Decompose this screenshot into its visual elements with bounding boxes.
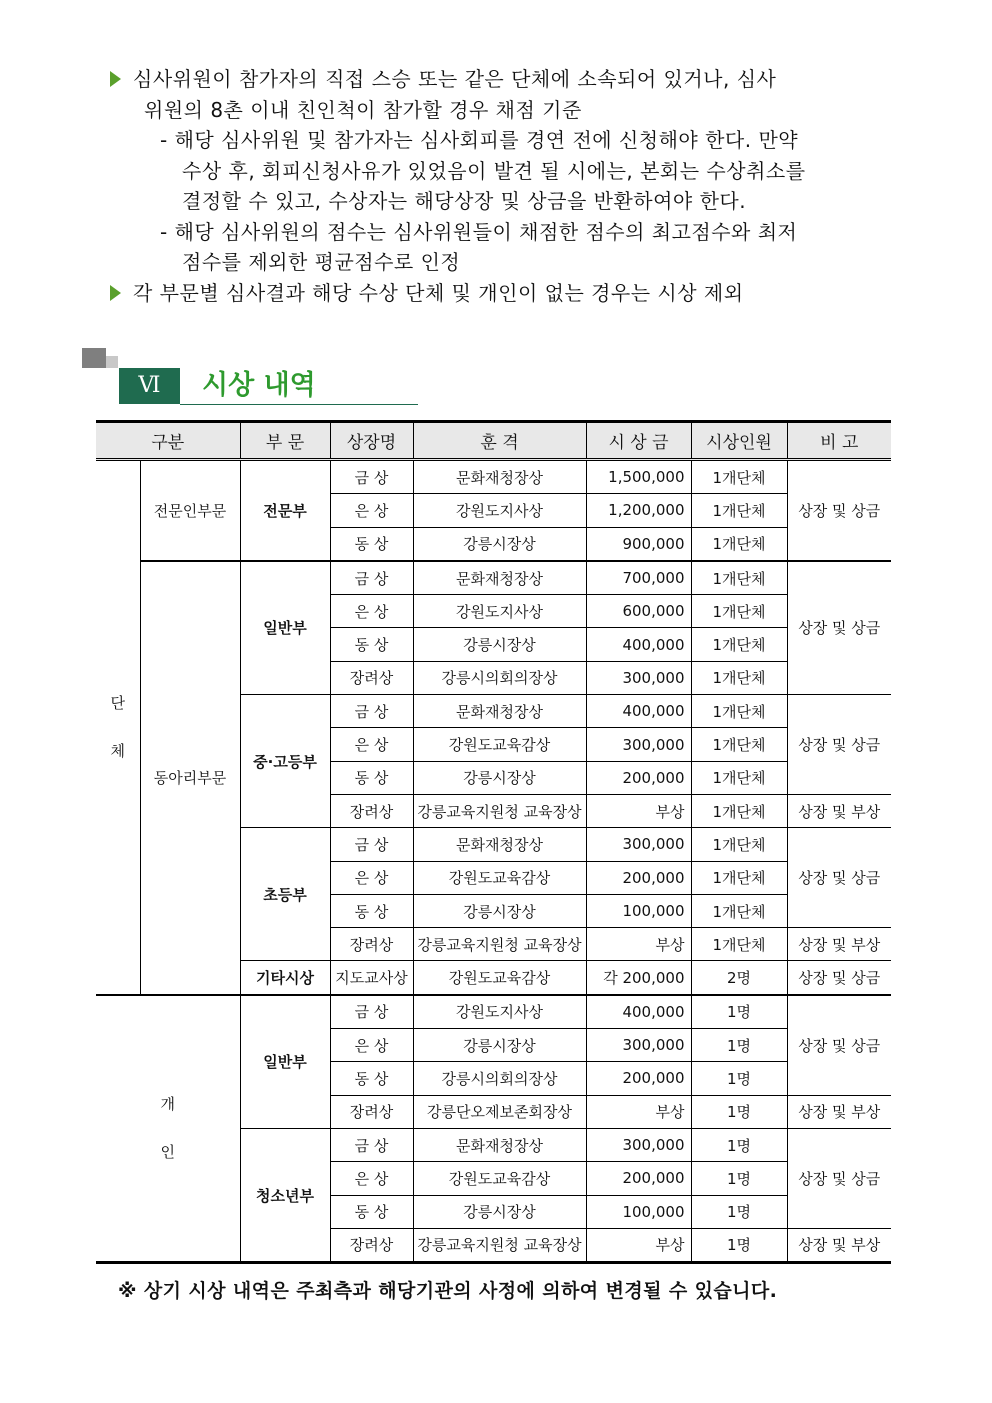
award-name-cell: 장려상 <box>330 1228 413 1262</box>
division-cell: 일반부 <box>240 561 330 695</box>
honor-cell: 강원도교육감상 <box>413 861 586 894</box>
intro-text <box>110 64 910 308</box>
honor-cell: 강릉시장상 <box>413 761 586 794</box>
sub-item-text: - 해당 심사위원의 점수는 심사위원들이 채점한 점수의 최고점수와 최저 <box>160 219 798 244</box>
honor-cell: 문화재청장상 <box>413 561 586 595</box>
decor-square <box>106 356 118 368</box>
honor-cell: 강릉시장상 <box>413 527 586 561</box>
award-name-cell: 장려상 <box>330 661 413 694</box>
prize-cell: 부상 <box>586 794 691 827</box>
division-cell: 기타시상 <box>240 961 330 995</box>
remark-cell: 상장 및 상금 <box>787 1128 891 1228</box>
remark-cell: 상장 및 상금 <box>787 695 891 795</box>
award-name-cell: 동 상 <box>330 527 413 561</box>
table-row <box>96 995 891 1029</box>
prize-cell: 100,000 <box>586 894 691 927</box>
honor-cell: 문화재청장상 <box>413 828 586 861</box>
prize-cell: 부상 <box>586 1228 691 1262</box>
award-name-cell: 장려상 <box>330 928 413 961</box>
award-name-cell: 동 상 <box>330 628 413 661</box>
remark-cell: 상장 및 상금 <box>787 561 891 695</box>
sub-item-text: 결정할 수 있고, 수상자는 해당상장 및 상금을 반환하여야 한다. <box>182 189 747 213</box>
count-cell: 1개단체 <box>691 894 787 927</box>
award-name-cell: 금 상 <box>330 1128 413 1161</box>
award-name-cell: 장려상 <box>330 794 413 827</box>
count-cell: 1명 <box>691 1062 787 1095</box>
prize-cell: 400,000 <box>586 995 691 1029</box>
honor-cell: 강릉시의회의장상 <box>413 1062 586 1095</box>
count-cell: 1개단체 <box>691 595 787 628</box>
award-name-cell: 동 상 <box>330 1062 413 1095</box>
prize-cell: 300,000 <box>586 1029 691 1062</box>
count-cell: 1개단체 <box>691 494 787 527</box>
remark-cell: 상장 및 상금 <box>787 460 891 561</box>
prize-cell: 200,000 <box>586 1062 691 1095</box>
award-name-cell: 동 상 <box>330 761 413 794</box>
award-name-cell: 은 상 <box>330 1029 413 1062</box>
prize-cell: 900,000 <box>586 527 691 561</box>
count-cell: 1개단체 <box>691 661 787 694</box>
honor-cell: 강릉시의회의장상 <box>413 661 586 694</box>
table-header-row <box>96 422 891 460</box>
footnote: ※ 상기 시상 내역은 주최측과 해당기관의 사정에 의하여 변경될 수 있습니다. <box>118 1280 778 1302</box>
division-cell: 중·고등부 <box>240 695 330 828</box>
subcategory-cell: 전문인부문 <box>140 460 240 561</box>
prize-cell: 부상 <box>586 928 691 961</box>
remark-cell: 상장 및 부상 <box>787 1228 891 1262</box>
prize-cell: 100,000 <box>586 1195 691 1228</box>
bullet-text: 위원의 8촌 이내 친인척이 참가할 경우 채점 기준 <box>144 97 582 122</box>
prize-cell: 300,000 <box>586 728 691 761</box>
prize-cell: 600,000 <box>586 595 691 628</box>
bullet-text: 각 부문별 심사결과 해당 수상 단체 및 개인이 없는 경우는 시상 제외 <box>133 280 744 305</box>
division-cell: 전문부 <box>240 460 330 561</box>
arrow-bullet-icon <box>110 71 121 87</box>
section-title: 시상 내역 <box>202 370 316 401</box>
honor-cell: 강원도교육감상 <box>413 1162 586 1195</box>
sub-item-text: 점수를 제외한 평균점수로 인정 <box>182 250 461 274</box>
award-name-cell: 동 상 <box>330 1195 413 1228</box>
division-cell: 청소년부 <box>240 1128 330 1262</box>
award-name-cell: 은 상 <box>330 861 413 894</box>
count-cell: 1명 <box>691 1228 787 1262</box>
count-cell: 1개단체 <box>691 628 787 661</box>
award-name-cell: 지도교사상 <box>330 961 413 995</box>
section-underline <box>180 404 418 405</box>
division-cell: 일반부 <box>240 995 330 1129</box>
prize-cell: 부상 <box>586 1095 691 1128</box>
count-cell: 1명 <box>691 1195 787 1228</box>
division-cell: 초등부 <box>240 828 330 961</box>
prize-cell: 400,000 <box>586 628 691 661</box>
remark-cell: 상장 및 부상 <box>787 1095 891 1128</box>
count-cell: 1개단체 <box>691 728 787 761</box>
prize-cell: 300,000 <box>586 661 691 694</box>
count-cell: 1개단체 <box>691 527 787 561</box>
honor-cell: 강릉시장상 <box>413 1195 586 1228</box>
sub-item-text: - 해당 심사위원 및 참가자는 심사회피를 경연 전에 신청해야 한다. 만약 <box>160 128 799 152</box>
honor-cell: 강릉교육지원청 교육장상 <box>413 794 586 827</box>
arrow-bullet-icon <box>110 285 121 301</box>
award-name-cell: 금 상 <box>330 460 413 494</box>
honor-cell: 강릉단오제보존회장상 <box>413 1095 586 1128</box>
count-cell: 1명 <box>691 1128 787 1161</box>
section-number: Ⅵ <box>119 368 180 404</box>
remark-cell: 상장 및 상금 <box>787 961 891 995</box>
remark-cell: 상장 및 상금 <box>787 995 891 1095</box>
prize-cell: 1,500,000 <box>586 460 691 494</box>
prize-cell: 400,000 <box>586 695 691 728</box>
count-cell: 1명 <box>691 1029 787 1062</box>
awards-table <box>96 420 891 1264</box>
count-cell: 2명 <box>691 961 787 995</box>
award-name-cell: 장려상 <box>330 1095 413 1128</box>
honor-cell: 강원도지사상 <box>413 494 586 527</box>
header-award-name: 상장명 <box>330 422 413 460</box>
award-name-cell: 금 상 <box>330 695 413 728</box>
award-name-cell: 금 상 <box>330 561 413 595</box>
header-honor: 훈 격 <box>413 422 586 460</box>
prize-cell: 200,000 <box>586 861 691 894</box>
category-cell: 단 체 <box>96 460 140 995</box>
award-name-cell: 은 상 <box>330 1162 413 1195</box>
header-count: 시상인원 <box>691 422 787 460</box>
header-division: 부 문 <box>240 422 330 460</box>
prize-cell: 1,200,000 <box>586 494 691 527</box>
header-category: 구분 <box>96 422 240 460</box>
honor-cell: 강원도교육감상 <box>413 728 586 761</box>
prize-cell: 200,000 <box>586 1162 691 1195</box>
honor-cell: 강릉교육지원청 교육장상 <box>413 1228 586 1262</box>
table-row <box>96 561 891 595</box>
honor-cell: 강원도지사상 <box>413 595 586 628</box>
prize-cell: 200,000 <box>586 761 691 794</box>
prize-cell: 300,000 <box>586 828 691 861</box>
honor-cell: 강원도교육감상 <box>413 961 586 995</box>
count-cell: 1개단체 <box>691 828 787 861</box>
header-remark: 비 고 <box>787 422 891 460</box>
remark-cell: 상장 및 부상 <box>787 794 891 827</box>
prize-cell: 700,000 <box>586 561 691 595</box>
count-cell: 1개단체 <box>691 928 787 961</box>
remark-cell: 상장 및 상금 <box>787 828 891 928</box>
count-cell: 1개단체 <box>691 861 787 894</box>
honor-cell: 강릉교육지원청 교육장상 <box>413 928 586 961</box>
award-name-cell: 금 상 <box>330 995 413 1029</box>
honor-cell: 강릉시장상 <box>413 1029 586 1062</box>
award-name-cell: 은 상 <box>330 595 413 628</box>
header-prize: 시 상 금 <box>586 422 691 460</box>
honor-cell: 강릉시장상 <box>413 628 586 661</box>
subcategory-cell: 동아리부문 <box>140 561 240 995</box>
sub-item-text: 수상 후, 회피신청사유가 있었음이 발견 될 시에는, 본회는 수상취소를 <box>182 158 806 183</box>
count-cell: 1명 <box>691 1095 787 1128</box>
table-row <box>96 460 891 494</box>
award-name-cell: 은 상 <box>330 494 413 527</box>
remark-cell: 상장 및 부상 <box>787 928 891 961</box>
honor-cell: 문화재청장상 <box>413 1128 586 1161</box>
award-name-cell: 금 상 <box>330 828 413 861</box>
count-cell: 1개단체 <box>691 761 787 794</box>
count-cell: 1개단체 <box>691 561 787 595</box>
honor-cell: 문화재청장상 <box>413 460 586 494</box>
decor-square <box>82 348 106 368</box>
count-cell: 1명 <box>691 995 787 1029</box>
honor-cell: 문화재청장상 <box>413 695 586 728</box>
bullet-text: 심사위원이 참가자의 직접 스승 또는 같은 단체에 소속되어 있거나, 심사 <box>133 67 777 91</box>
prize-cell: 300,000 <box>586 1128 691 1161</box>
count-cell: 1개단체 <box>691 460 787 494</box>
honor-cell: 강릉시장상 <box>413 894 586 927</box>
honor-cell: 강원도지사상 <box>413 995 586 1029</box>
award-name-cell: 은 상 <box>330 728 413 761</box>
count-cell: 1개단체 <box>691 794 787 827</box>
count-cell: 1명 <box>691 1162 787 1195</box>
count-cell: 1개단체 <box>691 695 787 728</box>
prize-cell: 각 200,000 <box>586 961 691 995</box>
category-cell: 개 인 <box>96 995 240 1263</box>
award-name-cell: 동 상 <box>330 894 413 927</box>
